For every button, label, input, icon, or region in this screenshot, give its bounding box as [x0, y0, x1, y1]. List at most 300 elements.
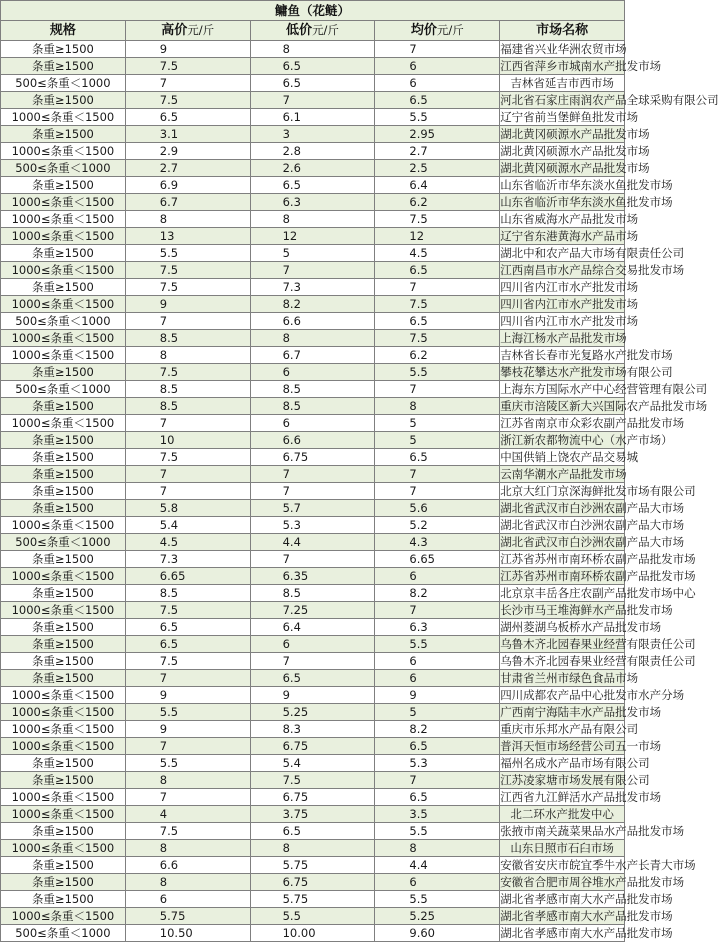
cell-spec: 条重≥1500	[1, 41, 126, 58]
cell-avg: 6.5	[375, 449, 500, 466]
cell-avg: 4.5	[375, 245, 500, 262]
table-title-row	[1, 1, 625, 21]
cell-avg: 7.5	[375, 296, 500, 313]
table-row	[1, 500, 625, 517]
table-row	[1, 653, 625, 670]
cell-low: 6.4	[250, 619, 375, 636]
cell-market: 浙江新农都物流中心（水产市场）	[500, 433, 673, 447]
cell-avg: 6	[375, 670, 500, 687]
cell-avg: 2.5	[375, 160, 500, 177]
cell-market: 北二环水产批发中心	[500, 806, 625, 823]
cell-market: 山东省威海水产品批发市场	[500, 212, 639, 226]
table-row	[1, 177, 625, 194]
cell-spec: 条重≥1500	[1, 551, 126, 568]
cell-high: 8.5	[125, 398, 250, 415]
cell-high: 6.5	[125, 619, 250, 636]
cell-high: 5.8	[125, 500, 250, 517]
cell-high: 7	[125, 483, 250, 500]
cell-spec: 条重≥1500	[1, 823, 126, 840]
cell-avg: 2.95	[375, 126, 500, 143]
cell-market: 上海江杨水产品批发市场	[500, 331, 627, 345]
cell-market: 江苏凌家塘市场发展有限公司	[500, 773, 650, 787]
cell-high: 6.6	[125, 857, 250, 874]
cell-high: 10	[125, 432, 250, 449]
cell-market: 福建省兴业华洲农贸市场	[500, 42, 627, 56]
cell-market: 湖北省孝感市南大水产品批发市场	[500, 926, 673, 940]
cell-market: 广西南宁海陆丰水产品批发市场	[500, 705, 662, 719]
cell-low: 7	[250, 92, 375, 109]
table-row	[1, 432, 625, 449]
cell-avg: 2.7	[375, 143, 500, 160]
cell-spec: 条重≥1500	[1, 857, 126, 874]
cell-low: 8.5	[250, 398, 375, 415]
cell-low: 5.75	[250, 891, 375, 908]
cell-low: 6.1	[250, 109, 375, 126]
table-row	[1, 92, 625, 109]
cell-spec: 条重≥1500	[1, 449, 126, 466]
table-row	[1, 925, 625, 942]
cell-high: 7.3	[125, 551, 250, 568]
cell-spec: 条重≥1500	[1, 279, 126, 296]
cell-high: 2.9	[125, 143, 250, 160]
cell-avg: 6.2	[375, 347, 500, 364]
cell-avg: 7	[375, 483, 500, 500]
cell-avg: 6	[375, 653, 500, 670]
cell-low: 6.7	[250, 347, 375, 364]
cell-market: 江苏省苏州市南环桥农副产品批发市场	[500, 569, 696, 583]
cell-spec: 1000≤条重＜1500	[1, 296, 126, 313]
cell-avg: 6.5	[375, 738, 500, 755]
cell-high: 6.7	[125, 194, 250, 211]
cell-spec: 条重≥1500	[1, 126, 126, 143]
cell-low: 2.8	[250, 143, 375, 160]
table-title: 鳙鱼（花鲢）	[1, 1, 625, 21]
cell-spec: 条重≥1500	[1, 92, 126, 109]
cell-low: 6.5	[250, 670, 375, 687]
cell-low: 9	[250, 687, 375, 704]
cell-market: 辽宁省东港黄海水产品市场	[500, 229, 639, 243]
table-row	[1, 296, 625, 313]
table-row	[1, 126, 625, 143]
cell-market: 湖北黄冈硕源水产品批发市场	[500, 161, 650, 175]
cell-market: 安徽省合肥市周谷堆水产品批发市场	[500, 875, 685, 889]
cell-high: 6.5	[125, 109, 250, 126]
cell-high: 7.5	[125, 92, 250, 109]
cell-avg: 6.5	[375, 789, 500, 806]
cell-spec: 1000≤条重＜1500	[1, 789, 126, 806]
cell-high: 6.65	[125, 568, 250, 585]
cell-high: 8	[125, 211, 250, 228]
cell-avg: 8.2	[375, 585, 500, 602]
table-row	[1, 228, 625, 245]
cell-spec: 500≤条重＜1000	[1, 534, 126, 551]
cell-market: 江苏省苏州市南环桥农副产品批发市场	[500, 552, 696, 566]
table-row	[1, 279, 625, 296]
table-row	[1, 534, 625, 551]
cell-high: 4	[125, 806, 250, 823]
cell-high: 9	[125, 41, 250, 58]
cell-spec: 1000≤条重＜1500	[1, 568, 126, 585]
table-row	[1, 636, 625, 653]
cell-spec: 条重≥1500	[1, 585, 126, 602]
table-row	[1, 313, 625, 330]
cell-avg: 6.2	[375, 194, 500, 211]
cell-avg: 5	[375, 704, 500, 721]
cell-spec: 1000≤条重＜1500	[1, 211, 126, 228]
cell-avg: 5	[375, 415, 500, 432]
cell-avg: 7	[375, 279, 500, 296]
cell-market: 湖北省武汉市白沙洲农副产品大市场	[500, 535, 685, 549]
cell-low: 5.7	[250, 500, 375, 517]
cell-market: 山东省临沂市华东淡水鱼批发市场	[500, 195, 673, 209]
table-row	[1, 687, 625, 704]
cell-avg: 9.60	[375, 925, 500, 942]
cell-low: 12	[250, 228, 375, 245]
cell-avg: 7	[375, 41, 500, 58]
cell-high: 8.5	[125, 381, 250, 398]
cell-avg: 12	[375, 228, 500, 245]
cell-high: 5.5	[125, 704, 250, 721]
cell-market: 湖州菱湖乌板桥水产品批发市场	[500, 620, 662, 634]
cell-avg: 7	[375, 602, 500, 619]
cell-avg: 5	[375, 432, 500, 449]
cell-high: 7	[125, 789, 250, 806]
table-row	[1, 398, 625, 415]
cell-low: 7.25	[250, 602, 375, 619]
cell-high: 8	[125, 874, 250, 891]
cell-market: 湖北省孝感市南大水产品批发市场	[500, 909, 673, 923]
cell-high: 2.7	[125, 160, 250, 177]
cell-low: 8	[250, 41, 375, 58]
cell-market: 四川省内江市水产批发市场	[500, 280, 639, 294]
cell-avg: 8	[375, 398, 500, 415]
cell-low: 7	[250, 483, 375, 500]
cell-avg: 7	[375, 381, 500, 398]
cell-low: 7	[250, 262, 375, 279]
cell-low: 8	[250, 330, 375, 347]
cell-high: 7.5	[125, 279, 250, 296]
table-row	[1, 568, 625, 585]
table-row	[1, 551, 625, 568]
cell-low: 6.6	[250, 313, 375, 330]
cell-spec: 1000≤条重＜1500	[1, 228, 126, 245]
cell-high: 7	[125, 415, 250, 432]
cell-spec: 1000≤条重＜1500	[1, 704, 126, 721]
cell-market: 福州名成水产品市场有限公司	[500, 756, 650, 770]
table-row	[1, 517, 625, 534]
cell-high: 7.5	[125, 602, 250, 619]
cell-spec: 条重≥1500	[1, 466, 126, 483]
table-row	[1, 806, 625, 823]
table-row	[1, 483, 625, 500]
header-row	[1, 21, 625, 41]
cell-low: 5.3	[250, 517, 375, 534]
cell-low: 8.5	[250, 381, 375, 398]
cell-market: 江西南昌市水产品综合交易批发市场	[500, 263, 685, 277]
cell-market: 四川省内江市水产批发市场	[500, 314, 639, 328]
cell-high: 7.5	[125, 58, 250, 75]
cell-spec: 500≤条重＜1000	[1, 381, 126, 398]
cell-high: 13	[125, 228, 250, 245]
table-row	[1, 58, 625, 75]
cell-market: 甘肃省兰州市绿色食品市场	[500, 671, 639, 685]
cell-spec: 500≤条重＜1000	[1, 313, 126, 330]
cell-spec: 条重≥1500	[1, 891, 126, 908]
cell-spec: 1000≤条重＜1500	[1, 109, 126, 126]
cell-spec: 500≤条重＜1000	[1, 75, 126, 92]
cell-low: 7.5	[250, 772, 375, 789]
cell-low: 5.4	[250, 755, 375, 772]
cell-avg: 6	[375, 568, 500, 585]
cell-low: 6.75	[250, 449, 375, 466]
cell-market: 湖北黄冈硕源水产品批发市场	[500, 144, 650, 158]
cell-avg: 6	[375, 58, 500, 75]
table-row	[1, 738, 625, 755]
cell-avg: 6	[375, 75, 500, 92]
cell-market: 四川省内江市水产批发市场	[500, 297, 639, 311]
table-row	[1, 466, 625, 483]
cell-low: 7	[250, 551, 375, 568]
cell-high: 5.75	[125, 908, 250, 925]
cell-low: 6.5	[250, 823, 375, 840]
table-row	[1, 75, 625, 92]
table-row	[1, 857, 625, 874]
cell-low: 8.2	[250, 296, 375, 313]
cell-market: 北京大红门京深海鲜批发市场有限公司	[500, 484, 696, 498]
cell-high: 7.5	[125, 653, 250, 670]
cell-spec: 1000≤条重＜1500	[1, 262, 126, 279]
table-row	[1, 602, 625, 619]
cell-avg: 6.65	[375, 551, 500, 568]
cell-market: 吉林省长春市光复路水产批发市场	[500, 348, 673, 362]
cell-market: 湖北中和农产品大市场有限责任公司	[500, 246, 685, 260]
table-row	[1, 381, 625, 398]
cell-avg: 6.3	[375, 619, 500, 636]
header-high: 高价元/斤	[125, 21, 250, 41]
cell-low: 4.4	[250, 534, 375, 551]
cell-avg: 5.5	[375, 109, 500, 126]
cell-spec: 1000≤条重＜1500	[1, 738, 126, 755]
cell-market: 重庆市乐邦水产品有限公司	[500, 722, 639, 736]
cell-market: 山东日照市石臼市场	[500, 840, 625, 857]
cell-spec: 条重≥1500	[1, 755, 126, 772]
table-row	[1, 789, 625, 806]
cell-spec: 1000≤条重＜1500	[1, 347, 126, 364]
cell-high: 7	[125, 738, 250, 755]
cell-avg: 5.3	[375, 755, 500, 772]
cell-avg: 5.5	[375, 364, 500, 381]
header-market: 市场名称	[500, 21, 625, 41]
table-row	[1, 585, 625, 602]
cell-market: 山东省临沂市华东淡水鱼批发市场	[500, 178, 673, 192]
cell-high: 9	[125, 721, 250, 738]
cell-low: 5.75	[250, 857, 375, 874]
cell-low: 5.25	[250, 704, 375, 721]
table-row	[1, 908, 625, 925]
table-row	[1, 704, 625, 721]
cell-avg: 8.2	[375, 721, 500, 738]
cell-low: 6.75	[250, 738, 375, 755]
cell-spec: 1000≤条重＜1500	[1, 687, 126, 704]
table-row	[1, 347, 625, 364]
cell-market: 重庆市涪陵区新大兴国际农产品批发市场	[500, 399, 708, 413]
cell-high: 6.5	[125, 636, 250, 653]
cell-low: 6.3	[250, 194, 375, 211]
cell-low: 5.5	[250, 908, 375, 925]
table-row	[1, 415, 625, 432]
cell-spec: 条重≥1500	[1, 398, 126, 415]
cell-low: 2.6	[250, 160, 375, 177]
cell-low: 3	[250, 126, 375, 143]
cell-spec: 1000≤条重＜1500	[1, 908, 126, 925]
cell-market: 普洱天恒市场经营公司五一市场	[500, 739, 662, 753]
cell-spec: 条重≥1500	[1, 245, 126, 262]
cell-avg: 4.3	[375, 534, 500, 551]
cell-low: 7.3	[250, 279, 375, 296]
cell-avg: 5.2	[375, 517, 500, 534]
cell-low: 7	[250, 466, 375, 483]
cell-high: 8	[125, 772, 250, 789]
cell-high: 3.1	[125, 126, 250, 143]
cell-high: 10.50	[125, 925, 250, 942]
cell-avg: 6.4	[375, 177, 500, 194]
cell-market: 上海东方国际水产中心经营管理有限公司	[500, 382, 708, 396]
cell-market: 江苏省南京市众彩农副产品批发市场	[500, 416, 685, 430]
cell-low: 8	[250, 840, 375, 857]
cell-spec: 条重≥1500	[1, 432, 126, 449]
cell-high: 7	[125, 670, 250, 687]
cell-spec: 条重≥1500	[1, 364, 126, 381]
cell-spec: 1000≤条重＜1500	[1, 602, 126, 619]
cell-avg: 4.4	[375, 857, 500, 874]
table-row	[1, 670, 625, 687]
cell-high: 6.9	[125, 177, 250, 194]
cell-low: 6	[250, 364, 375, 381]
cell-market: 吉林省延吉市西市场	[500, 75, 625, 92]
cell-low: 8	[250, 211, 375, 228]
cell-high: 9	[125, 687, 250, 704]
cell-low: 5	[250, 245, 375, 262]
cell-market: 河北省石家庄雨润农产品全球采购有限公司	[500, 93, 719, 107]
header-avg: 均价元/斤	[375, 21, 500, 41]
cell-high: 7	[125, 466, 250, 483]
table-row	[1, 160, 625, 177]
cell-avg: 7	[375, 466, 500, 483]
cell-low: 6.5	[250, 58, 375, 75]
cell-market: 乌鲁木齐北园春果业经营有限责任公司	[500, 637, 696, 651]
header-spec: 规格	[1, 21, 126, 41]
table-row	[1, 755, 625, 772]
table-row	[1, 211, 625, 228]
cell-market: 中国供销上饶农产品交易城	[500, 450, 639, 464]
cell-spec: 条重≥1500	[1, 772, 126, 789]
cell-low: 6.5	[250, 75, 375, 92]
cell-low: 8.3	[250, 721, 375, 738]
cell-high: 8	[125, 840, 250, 857]
cell-high: 7.5	[125, 823, 250, 840]
cell-market: 北京京丰岳各庄农副产品批发市场中心	[500, 586, 696, 600]
cell-avg: 5.5	[375, 823, 500, 840]
cell-spec: 1000≤条重＜1500	[1, 840, 126, 857]
cell-market: 辽宁省前当堡鲜鱼批发市场	[500, 110, 639, 124]
cell-spec: 条重≥1500	[1, 500, 126, 517]
cell-low: 6.75	[250, 874, 375, 891]
cell-avg: 6.5	[375, 313, 500, 330]
table-row	[1, 41, 625, 58]
table-row	[1, 721, 625, 738]
cell-avg: 6	[375, 874, 500, 891]
cell-market: 江西省萍乡市城南水产批发市场	[500, 59, 662, 73]
cell-low: 6.6	[250, 432, 375, 449]
cell-high: 5.5	[125, 245, 250, 262]
cell-low: 6.75	[250, 789, 375, 806]
cell-high: 7.5	[125, 262, 250, 279]
cell-market: 湖北省孝感市南大水产品批发市场	[500, 892, 673, 906]
table-row	[1, 874, 625, 891]
cell-avg: 3.5	[375, 806, 500, 823]
cell-spec: 条重≥1500	[1, 177, 126, 194]
cell-high: 9	[125, 296, 250, 313]
cell-market: 云南华潮水产品批发市场	[500, 467, 627, 481]
cell-low: 6.5	[250, 177, 375, 194]
cell-high: 8.5	[125, 330, 250, 347]
cell-spec: 1000≤条重＜1500	[1, 806, 126, 823]
table-row	[1, 143, 625, 160]
cell-market: 安徽省安庆市皖宜季牛水产长青大市场	[500, 858, 696, 872]
cell-avg: 8	[375, 840, 500, 857]
cell-spec: 条重≥1500	[1, 874, 126, 891]
table-row	[1, 330, 625, 347]
cell-spec: 1000≤条重＜1500	[1, 194, 126, 211]
cell-spec: 1000≤条重＜1500	[1, 143, 126, 160]
cell-high: 7	[125, 75, 250, 92]
cell-spec: 条重≥1500	[1, 653, 126, 670]
cell-spec: 条重≥1500	[1, 58, 126, 75]
cell-low: 6.35	[250, 568, 375, 585]
cell-spec: 500≤条重＜1000	[1, 925, 126, 942]
cell-spec: 条重≥1500	[1, 670, 126, 687]
cell-avg: 5.5	[375, 891, 500, 908]
cell-avg: 5.5	[375, 636, 500, 653]
cell-low: 7	[250, 653, 375, 670]
cell-market: 湖北黄冈硕源水产品批发市场	[500, 127, 650, 141]
cell-avg: 7.5	[375, 330, 500, 347]
cell-spec: 1000≤条重＜1500	[1, 415, 126, 432]
cell-high: 5.5	[125, 755, 250, 772]
table-row	[1, 194, 625, 211]
cell-avg: 6.5	[375, 262, 500, 279]
cell-market: 张掖市南关蔬菜果品水产品批发市场	[500, 824, 685, 838]
table-row	[1, 840, 625, 857]
cell-high: 4.5	[125, 534, 250, 551]
cell-high: 6	[125, 891, 250, 908]
cell-low: 6	[250, 636, 375, 653]
cell-high: 7.5	[125, 364, 250, 381]
cell-low: 3.75	[250, 806, 375, 823]
cell-market: 四川成都农产品中心批发市水产分场	[500, 688, 685, 702]
cell-avg: 7.5	[375, 211, 500, 228]
cell-high: 8	[125, 347, 250, 364]
table-row	[1, 262, 625, 279]
cell-avg: 9	[375, 687, 500, 704]
cell-avg: 7	[375, 772, 500, 789]
table-row	[1, 823, 625, 840]
table-row	[1, 245, 625, 262]
cell-market: 江西省九江鲜活水产品批发市场	[500, 790, 662, 804]
cell-market: 湖北省武汉市白沙洲农副产品大市场	[500, 501, 685, 515]
cell-spec: 1000≤条重＜1500	[1, 330, 126, 347]
cell-high: 8.5	[125, 585, 250, 602]
